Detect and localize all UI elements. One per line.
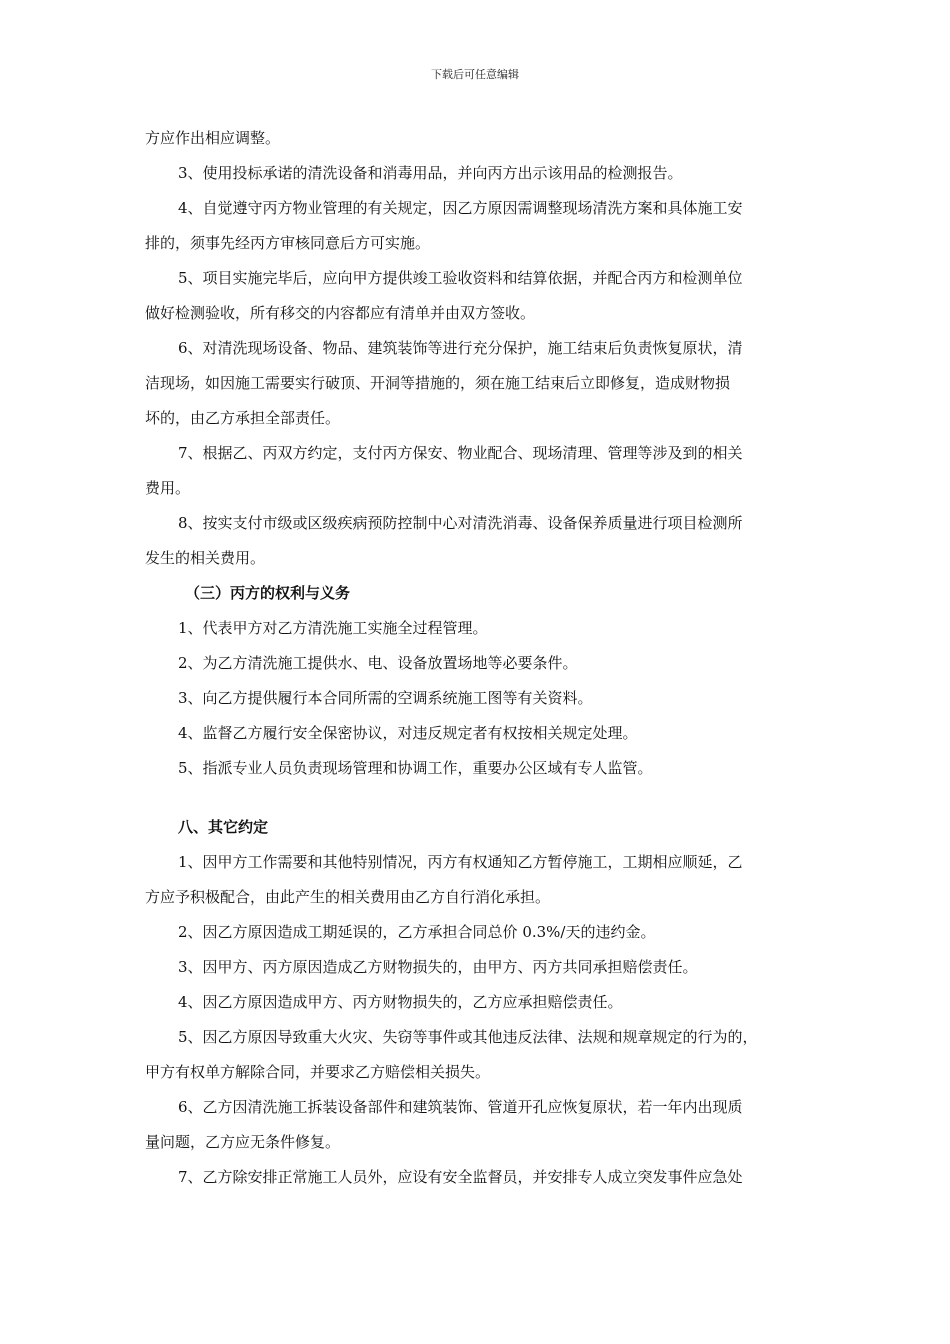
paragraph-line: 方应予积极配合，由此产生的相关费用由乙方自行消化承担。	[145, 888, 551, 906]
section-heading: 八、其它约定	[178, 818, 269, 836]
paragraph-line: 3、因甲方、丙方原因造成乙方财物损失的，由甲方、丙方共同承担赔偿责任。	[178, 958, 698, 976]
paragraph	[145, 1090, 815, 1160]
paragraph	[145, 950, 815, 985]
paragraph	[145, 1020, 815, 1090]
paragraph-line: 洁现场，如因施工需要实行破顶、开洞等措施的，须在施工结束后立即修复，造成财物损	[145, 374, 731, 392]
paragraph	[145, 331, 815, 436]
paragraph-line: 排的，须事先经丙方审核同意后方可实施。	[145, 234, 431, 252]
paragraph-line: 6、对清洗现场设备、物品、建筑装饰等进行充分保护，施工结束后负责恢复原状，清	[178, 339, 743, 357]
paragraph	[145, 436, 815, 506]
paragraph-line: 5、项目实施完毕后，应向甲方提供竣工验收资料和结算依据，并配合丙方和检测单位	[178, 269, 743, 287]
paragraph	[145, 191, 815, 261]
paragraph	[145, 261, 815, 331]
list-item: 2、为乙方清洗施工提供水、电、设备放置场地等必要条件。	[178, 654, 578, 672]
document-body	[145, 121, 815, 1195]
list-item: 3、向乙方提供履行本合同所需的空调系统施工图等有关资料。	[178, 689, 593, 707]
paragraph-line: 甲方有权单方解除合同，并要求乙方赔偿相关损失。	[145, 1063, 491, 1081]
paragraph-line: 做好检测验收，所有移交的内容都应有清单并由双方签收。	[145, 304, 536, 322]
paragraph	[145, 506, 815, 576]
section-b-tail	[145, 121, 815, 576]
paragraph	[145, 845, 815, 915]
list-item: 5、指派专业人员负责现场管理和协调工作，重要办公区域有专人监管。	[178, 759, 653, 777]
paragraph-line: 6、乙方因清洗施工拆装设备部件和建筑装饰、管道开孔应恢复原状，若一年内出现质	[178, 1098, 743, 1116]
paragraph-line: 4、因乙方原因造成甲方、丙方财物损失的，乙方应承担赔偿责任。	[178, 993, 623, 1011]
paragraph-line: 4、自觉遵守丙方物业管理的有关规定，因乙方原因需调整现场清洗方案和具体施工安	[178, 199, 743, 217]
section-c	[145, 576, 815, 786]
paragraph-line: 1、因甲方工作需要和其他特别情况，丙方有权通知乙方暂停施工，工期相应顺延，乙	[178, 853, 743, 871]
list-item: 4、监督乙方履行安全保密协议，对违反规定者有权按相关规定处理。	[178, 724, 638, 742]
paragraph-line: 5、因乙方原因导致重大火灾、失窃等事件或其他违反法律、法规和规章规定的行为的，	[178, 1028, 758, 1046]
section-heading: （三）丙方的权利与义务	[185, 584, 351, 602]
paragraph-line: 坏的，由乙方承担全部责任。	[145, 409, 341, 427]
paragraph-line: 费用。	[145, 479, 191, 497]
paragraph	[145, 156, 815, 191]
paragraph-line: 发生的相关费用。	[145, 549, 266, 567]
section-8	[145, 810, 815, 1195]
paragraph	[145, 121, 815, 156]
paragraph-line: 3、使用投标承诺的清洗设备和消毒用品，并向丙方出示该用品的检测报告。	[178, 164, 683, 182]
paragraph-line: 方应作出相应调整。	[145, 129, 281, 147]
paragraph-line: 7、根据乙、丙双方约定，支付丙方保安、物业配合、现场清理、管理等涉及到的相关	[178, 444, 743, 462]
paragraph-line: 7、乙方除安排正常施工人员外，应设有安全监督员，并安排专人成立突发事件应急处	[178, 1168, 743, 1186]
paragraph	[145, 985, 815, 1020]
paragraph-line: 2、因乙方原因造成工期延误的，乙方承担合同总价 0.3%/天的违约金。	[178, 923, 656, 941]
section-spacer	[145, 786, 815, 810]
paragraph-line: 量问题，乙方应无条件修复。	[145, 1133, 341, 1151]
paragraph-line: 8、按实支付市级或区级疾病预防控制中心对清洗消毒、设备保养质量进行项目检测所	[178, 514, 743, 532]
page-header: 下载后可任意编辑	[431, 68, 519, 81]
paragraph	[145, 1160, 815, 1195]
list-item: 1、代表甲方对乙方清洗施工实施全过程管理。	[178, 619, 488, 637]
paragraph	[145, 915, 815, 950]
